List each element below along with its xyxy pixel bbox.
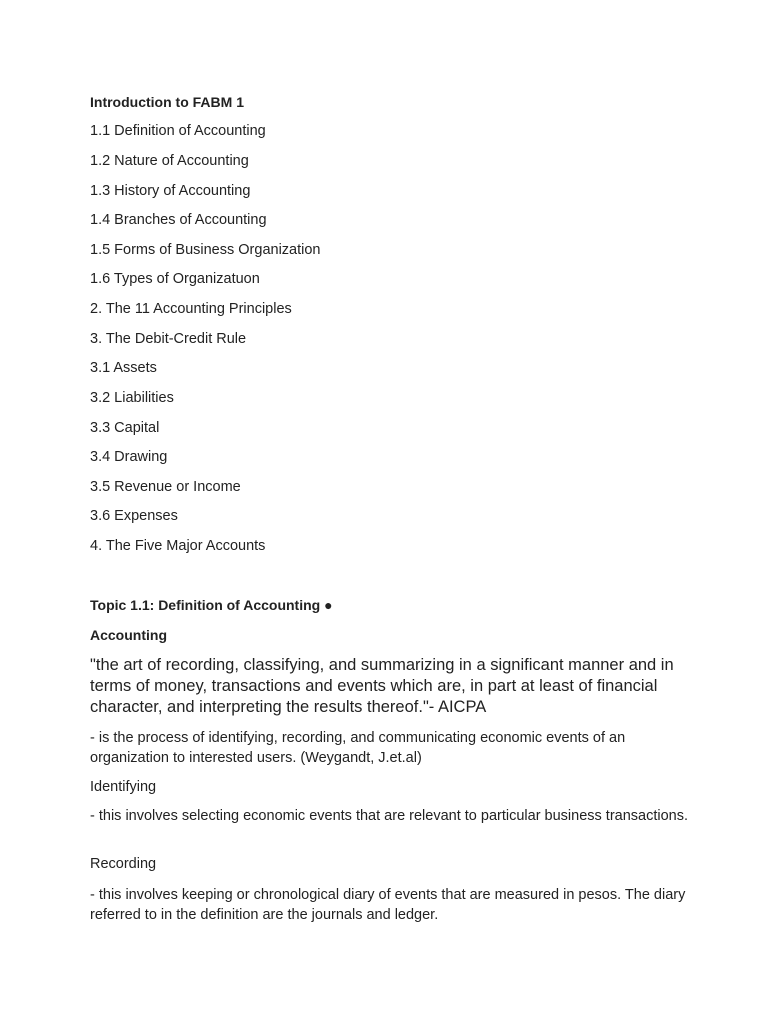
toc-item: 3. The Debit-Credit Rule	[90, 331, 247, 347]
document-title: Introduction to FABM 1	[90, 94, 244, 110]
definition-paragraph: - is the process of identifying, recording, and communicating economic events of an organization to interested users. (Weygandt, J.et.al)	[90, 730, 626, 766]
aicpa-quote: "the art of recording, classifying, and summarizing in a significant manner and in terms of money, transactions and events which are, in part at least of financial character, and interpreting the results thereof."- AICPA	[90, 656, 674, 716]
toc-item: 3.5 Revenue or Income	[90, 479, 241, 495]
toc-item: 3.6 Expenses	[90, 508, 178, 524]
toc-item: 1.1 Definition of Accounting	[90, 123, 266, 139]
identifying-paragraph: - this involves selecting economic events that are relevant to particular business transactions.	[90, 808, 689, 824]
toc-item: 3.3 Capital	[90, 420, 160, 436]
term-heading: Accounting	[90, 627, 167, 643]
toc-item: 2. The 11 Accounting Principles	[90, 301, 292, 317]
recording-paragraph: - this involves keeping or chronological diary of events that are measured in pesos. The diary referred to in the definition are the journals and ledger.	[90, 887, 686, 923]
toc-item: 1.4 Branches of Accounting	[90, 212, 267, 228]
toc-item: 1.5 Forms of Business Organization	[90, 242, 321, 258]
identifying-label: Identifying	[90, 779, 157, 795]
toc-item: 4. The Five Major Accounts	[90, 538, 266, 554]
toc-item: 3.4 Drawing	[90, 449, 168, 465]
toc-item: 1.3 History of Accounting	[90, 183, 251, 199]
toc-item: 3.2 Liabilities	[90, 390, 174, 406]
recording-label: Recording	[90, 856, 157, 872]
toc-item: 1.2 Nature of Accounting	[90, 153, 249, 169]
toc-item: 1.6 Types of Organizatuon	[90, 271, 260, 287]
topic-heading: Topic 1.1: Definition of Accounting ●	[90, 597, 333, 613]
toc-item: 3.1 Assets	[90, 360, 157, 376]
